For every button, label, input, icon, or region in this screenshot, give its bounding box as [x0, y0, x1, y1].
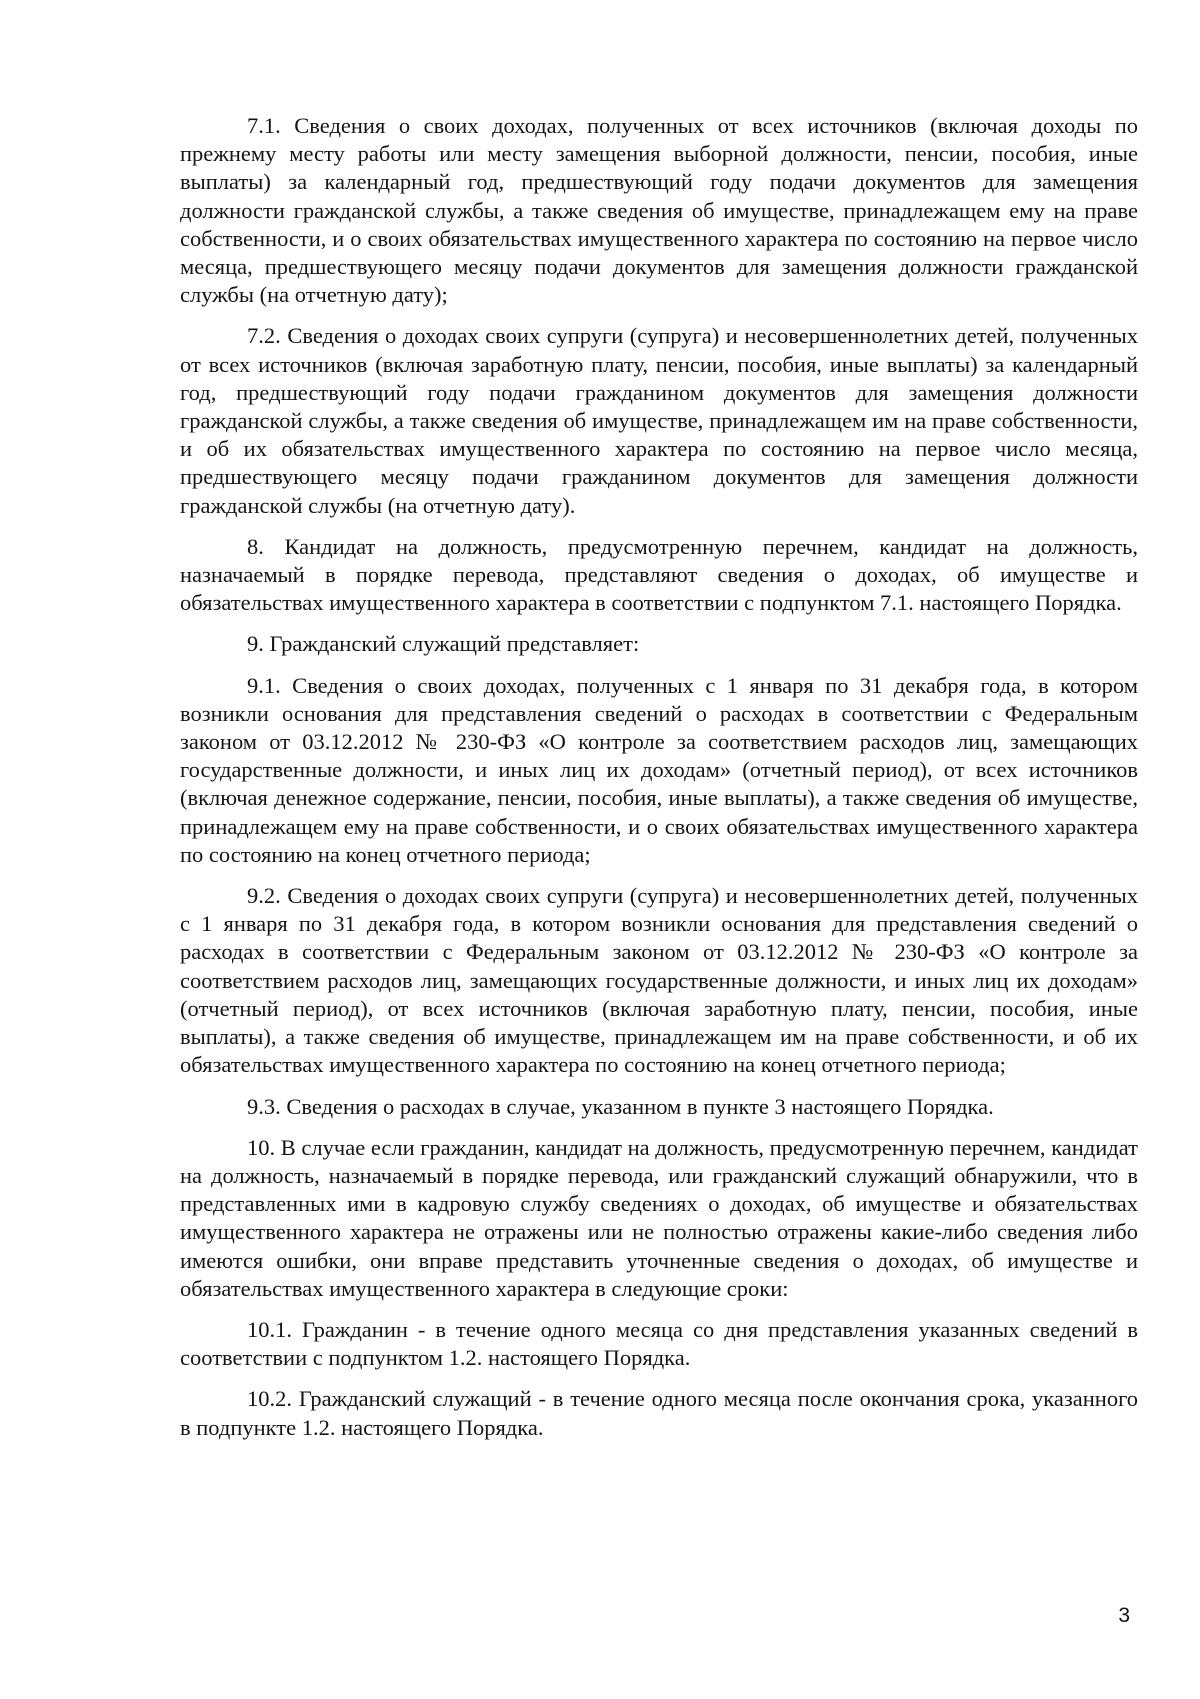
paragraph-10-1: 10.1. Гражданин - в течение одного месяца со дня представления указанных сведений в соответствии с подпунктом 1.2. настоящего Порядка. [180, 1316, 1138, 1371]
paragraph-10: 10. В случае если гражданин, кандидат на должность, предусмотренную перечнем, кандидат на должность, назначаемый в порядке перевода, или гражданский служащий обнаружили, что в представленных ими в кадровую службу сведениях о доходах, об имуществе и обязательствах имущественного характера не отражены или не полностью отражены какие-либо сведения либо имеются ошибки, они вправе представить уточненные сведения о доходах, об имуществе и обязательствах имущественного характера в следующие сроки: [180, 1134, 1138, 1301]
paragraph-9-3: 9.3. Сведения о расходах в случае, указанном в пункте 3 настоящего Порядка. [247, 1093, 994, 1119]
paragraph-7-2: 7.2. Сведения о доходах своих супруги (супруга) и несовершеннолетних детей, полученных от всех источников (включая заработную плату, пенсии, пособия, иные выплаты) за календарный год, предшествующий году подачи гражданином документов для замещения должности гражданской службы, а также сведения об имуществе, принадлежащем им на праве собственности, и об их обязательствах имущественного характера по состоянию на первое число месяца, предшествующего месяцу подачи гражданином документов для замещения должности гражданской службы (на отчетную дату). [180, 323, 1138, 518]
paragraph-9-2: 9.2. Сведения о доходах своих супруги (супруга) и несовершеннолетних детей, полученных с 1 января по 31 декабря года, в котором возникли основания для представления сведений о расходах в соответствии с Федеральным законом от 03.12.2012 № 230-ФЗ «О контроле за соответствием расходов лиц, замещающих государственные должности, и иных лиц их доходам» (отчетный период), от всех источников (включая заработную плату, пенсии, пособия, иные выплаты), а также сведения об имуществе, принадлежащем им на праве собственности, и об их обязательствах имущественного характера по состоянию на конец отчетного периода; [180, 883, 1138, 1078]
paragraph-9-1: 9.1. Сведения о своих доходах, полученных с 1 января по 31 декабря года, в котором возникли основания для представления сведений о расходах в соответствии с Федеральным законом от 03.12.2012 № 230-ФЗ «О контроле за соответствием расходов лиц, замещающих государственные должности, и иных лиц их доходам» (отчетный период), от всех источников (включая денежное содержание, пенсии, пособия, иные выплаты), а также сведения об имуществе, принадлежащем ему на праве собственности, и о своих обязательствах имущественного характера по состоянию на конец отчетного периода; [180, 672, 1138, 867]
paragraph-8: 8. Кандидат на должность, предусмотренную перечнем, кандидат на должность, назначаемый в порядке перевода, представляют сведения о доходах, об имуществе и обязательствах имущественного характера в соответствии с подпунктом 7.1. настоящего Порядка. [180, 533, 1138, 616]
paragraph-10-2: 10.2. Гражданский служащий - в течение одного месяца после окончания срока, указанного в подпункте 1.2. настоящего Порядка. [180, 1386, 1138, 1440]
paragraph-7-1: 7.1. Сведения о своих доходах, полученных от всех источников (включая доходы по прежнему месту работы или месту замещения выборной должности, пенсии, пособия, иные выплаты) за календарный год, предшествующий году подачи документов для замещения должности гражданской службы, а также сведения об имуществе, принадлежащем ему на праве собственности, и о своих обязательствах имущественного характера по состоянию на первое число месяца, предшествующего месяцу подачи документов для замещения должности гражданской службы (на отчетную дату); [180, 113, 1138, 308]
document-body [180, 112, 1138, 1442]
paragraph-9: 9. Гражданский служащий представляет: [247, 631, 640, 657]
page-number: 3 [1118, 1604, 1130, 1627]
